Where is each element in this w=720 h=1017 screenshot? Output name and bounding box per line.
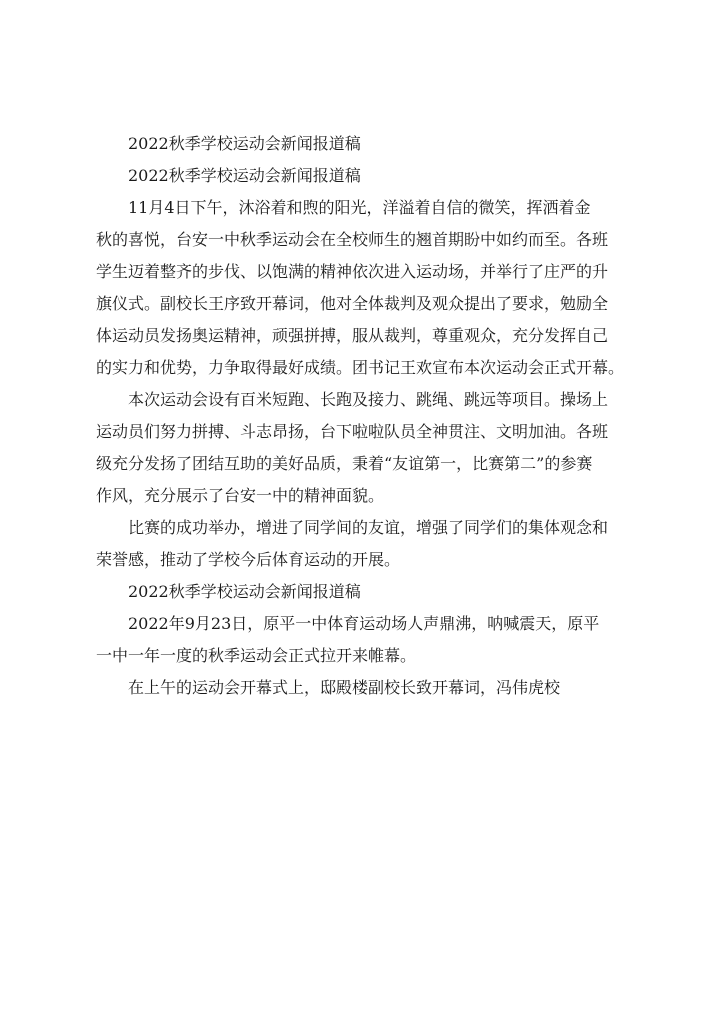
paragraph-second-opening bbox=[96, 608, 624, 672]
paragraph-line: 秋的喜悦，台安一中秋季运动会在全校师生的翘首期盼中如约而至。各班 bbox=[96, 230, 609, 249]
article-title-second: 2022秋季学校运动会新闻报道稿 bbox=[128, 582, 361, 601]
paragraph-line: 比赛的成功举办，增进了同学间的友谊，增强了同学们的集体观念和 bbox=[128, 518, 609, 537]
document-title: 2022秋季学校运动会新闻报道稿 bbox=[128, 134, 361, 153]
paragraph-line: 在上午的运动会开幕式上，邸殿楼副校长致开幕词，冯伟虎校 bbox=[128, 678, 561, 697]
paragraph-opening bbox=[96, 192, 624, 384]
paragraph-line: 级充分发扬了团结互助的美好品质，秉着“友谊第一，比赛第二”的参赛 bbox=[96, 454, 593, 473]
paragraph-line: 学生迈着整齐的步伐、以饱满的精神依次进入运动场，并举行了庄严的升 bbox=[96, 262, 609, 281]
paragraph-line: 一中一年一度的秋季运动会正式拉开来帷幕。 bbox=[96, 646, 417, 665]
paragraph-line: 2022年9月23日，原平一中体育运动场人声鼎沸，呐喊震天，原平 bbox=[128, 614, 600, 633]
paragraph-line: 荣誉感，推动了学校今后体育运动的开展。 bbox=[96, 550, 401, 569]
paragraph-line: 旗仪式。副校长王序致开幕词，他对全体裁判及观众提出了要求，勉励全 bbox=[96, 294, 609, 313]
paragraph-line: 体运动员发扬奥运精神，顽强拼搏，服从裁判，尊重观众，充分发挥自己 bbox=[96, 326, 609, 345]
article-title: 2022秋季学校运动会新闻报道稿 bbox=[128, 166, 361, 185]
paragraph-line: 作风，充分展示了台安一中的精神面貌。 bbox=[96, 486, 385, 505]
paragraph-line: 本次运动会设有百米短跑、长跑及接力、跳绳、跳远等项目。操场上 bbox=[128, 390, 609, 409]
paragraph-line: 运动员们努力拼搏、斗志昂扬，台下啦啦队员全神贯注、文明加油。各班 bbox=[96, 422, 609, 441]
paragraph-line: 的实力和优势，力争取得最好成绩。团书记王欢宣布本次运动会正式开幕。 bbox=[96, 358, 624, 377]
paragraph-ceremony bbox=[96, 672, 624, 704]
paragraph-conclusion bbox=[96, 512, 624, 576]
paragraph-line: 11月4日下午，沐浴着和煦的阳光，洋溢着自信的微笑，挥洒着金 bbox=[128, 198, 591, 217]
paragraph-events bbox=[96, 384, 624, 512]
document-body bbox=[96, 128, 624, 704]
